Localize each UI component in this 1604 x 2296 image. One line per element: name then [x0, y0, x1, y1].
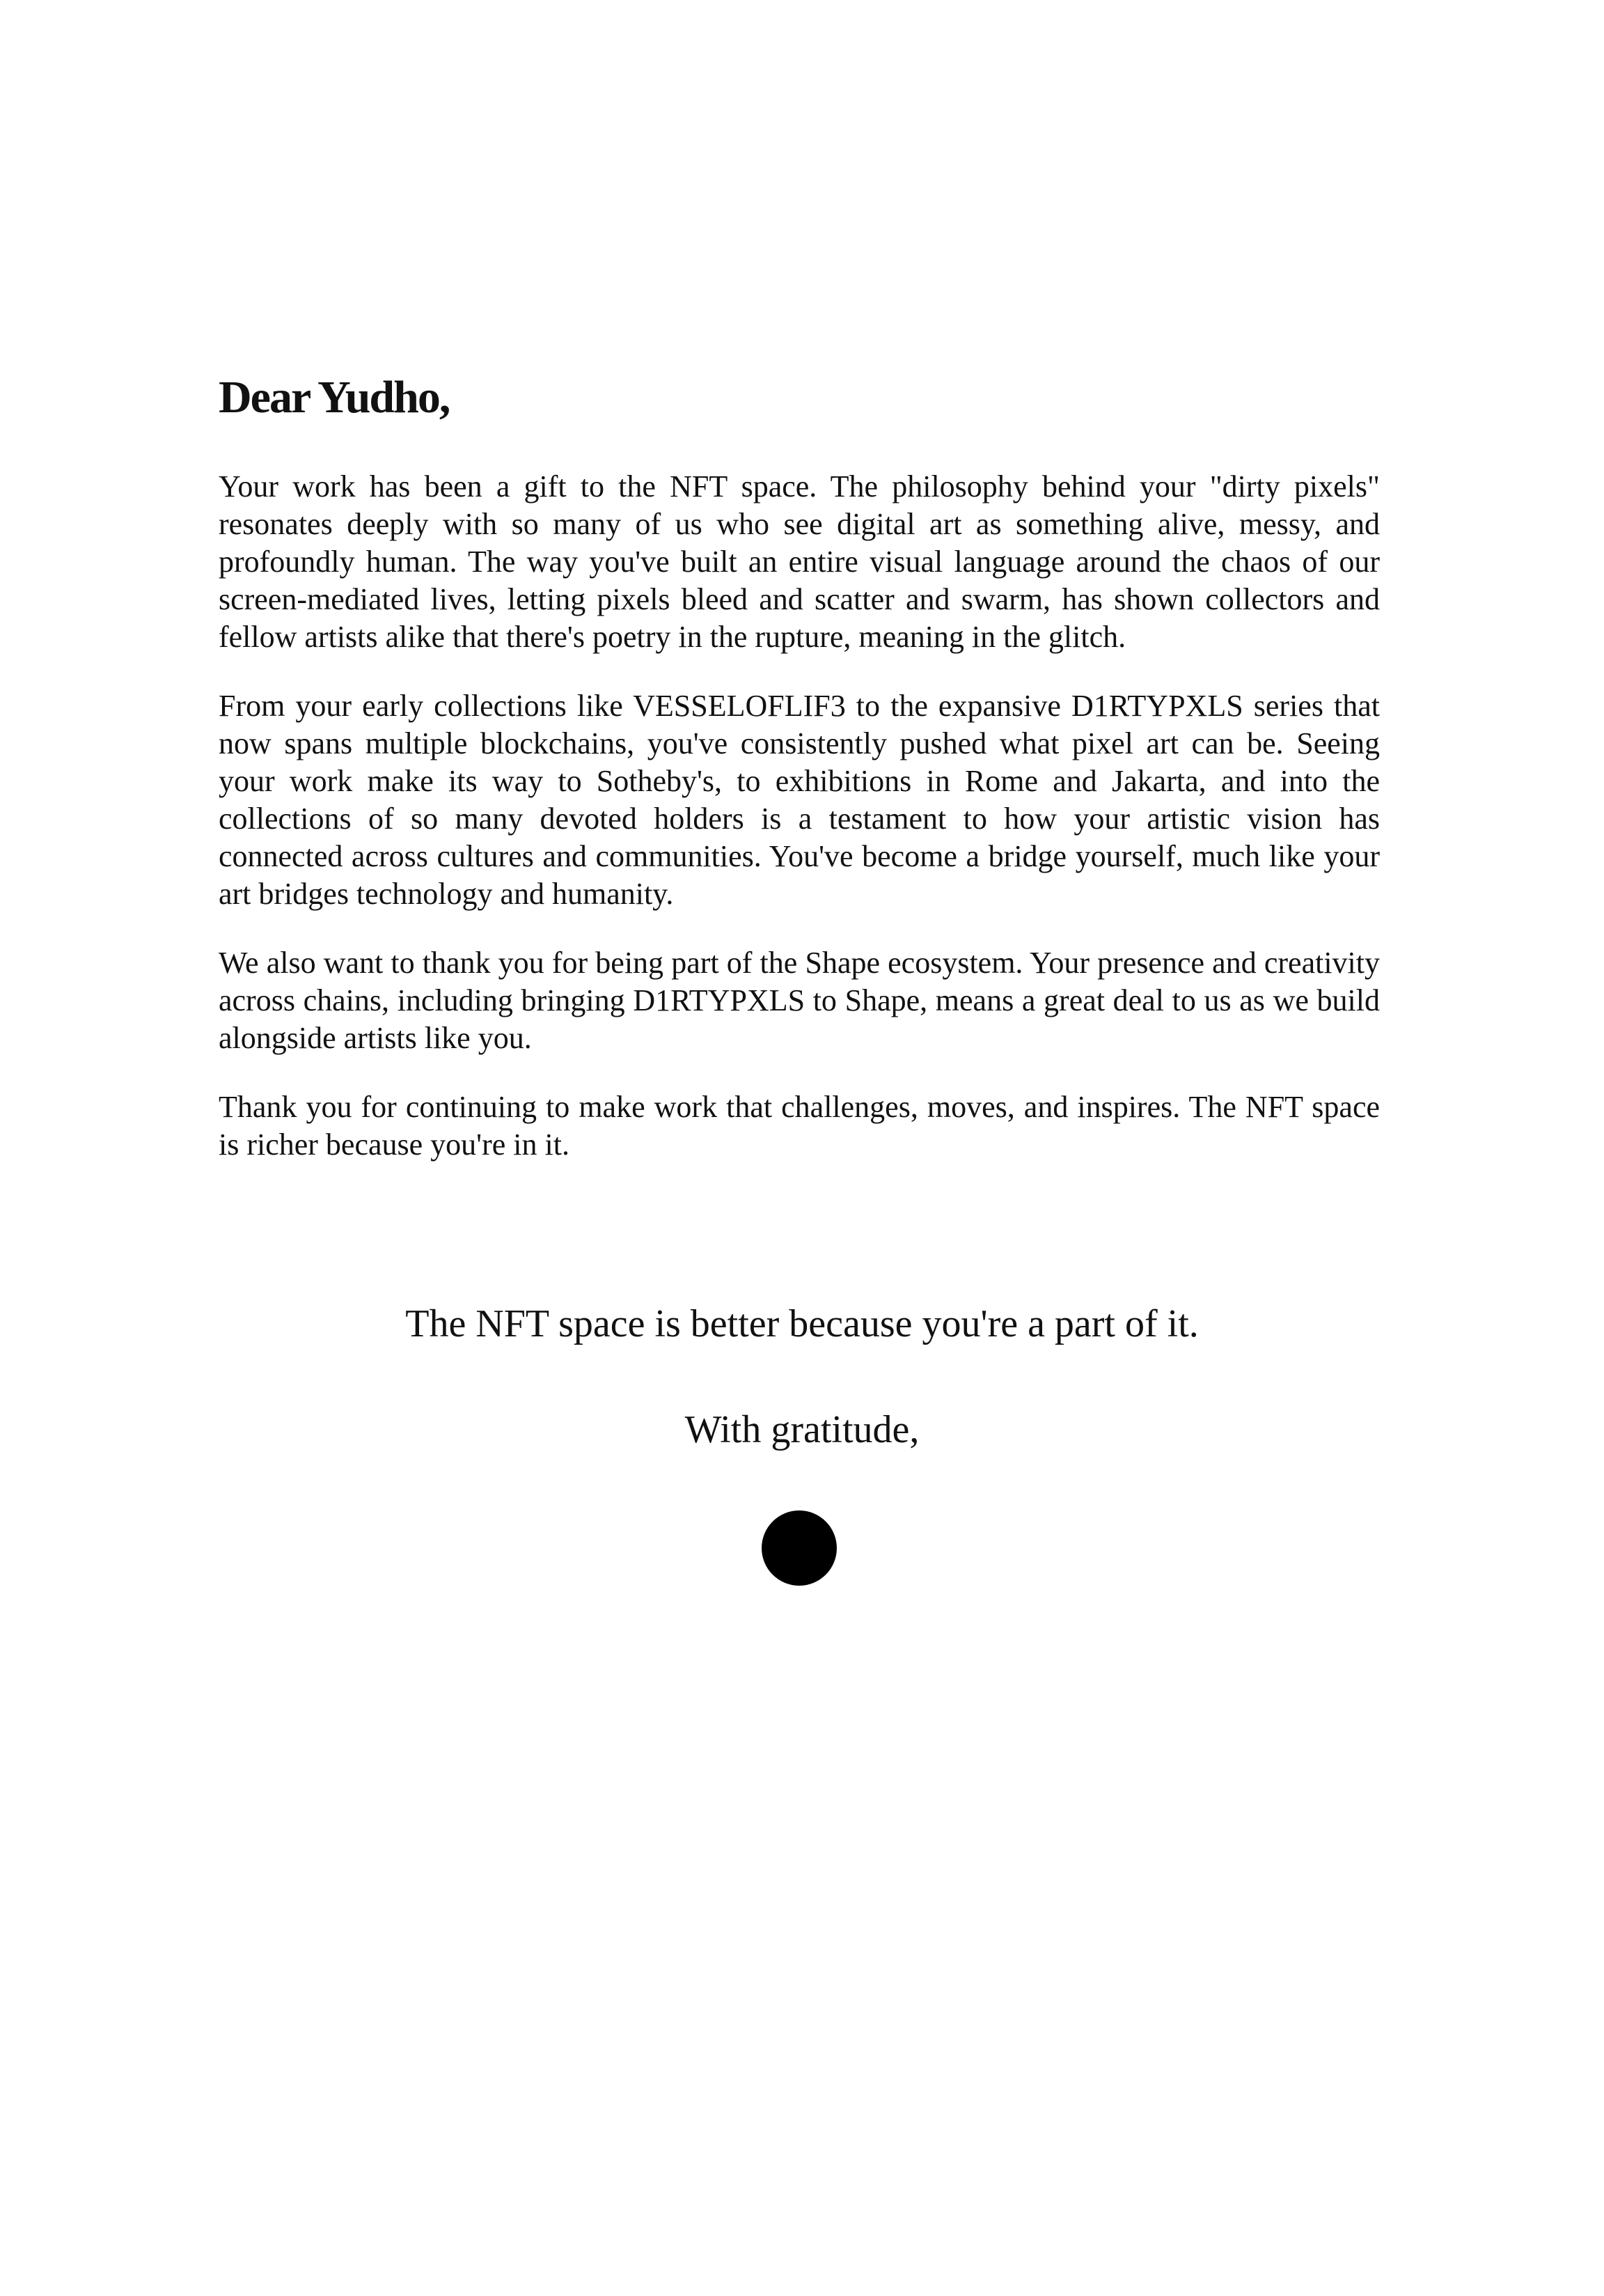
paragraph-1: Your work has been a gift to the NFT space. The philosophy behind your "dirty pixels" resonates deeply with so many of us who see digital art as something alive, messy, and profoundly human. The way you've built an entire visual language around the chaos of our screen-mediated lives, letting pixels bleed and scatter and swarm, has shown collectors and fellow artists alike that there's poetry in the rupture, meaning in the glitch. — [219, 469, 1380, 654]
paragraph-4: Thank you for continuing to make work that challenges, moves, and inspires. The NFT space is richer because you're in it. — [219, 1090, 1380, 1162]
signature-dot-icon — [762, 1510, 837, 1586]
paragraph-2: From your early collections like VESSELOFLIF3 to the expansive D1RTYPXLS series that now spans multiple blockchains, you've consistently pushed what pixel art can be. Seeing your work make its way to Sotheby's, to exhibitions in Rome and Jakarta, and into the collections of so many devoted holders is a testament to how your artistic vision has connected across cultures and communities. You've become a bridge yourself, much like your art bridges technology and humanity. — [219, 689, 1380, 911]
salutation: Dear Yudho, — [219, 372, 450, 423]
signoff: With gratitude, — [684, 1408, 920, 1451]
paragraph-3: We also want to thank you for being part of the Shape ecosystem. Your presence and creativity across chains, including bringing D1RTYPXLS to Shape, means a great deal to us as we build alongside artists like you. — [219, 946, 1380, 1055]
closing-tagline: The NFT space is better because you're a part of it. — [405, 1302, 1199, 1345]
letter-body — [219, 468, 1380, 1195]
